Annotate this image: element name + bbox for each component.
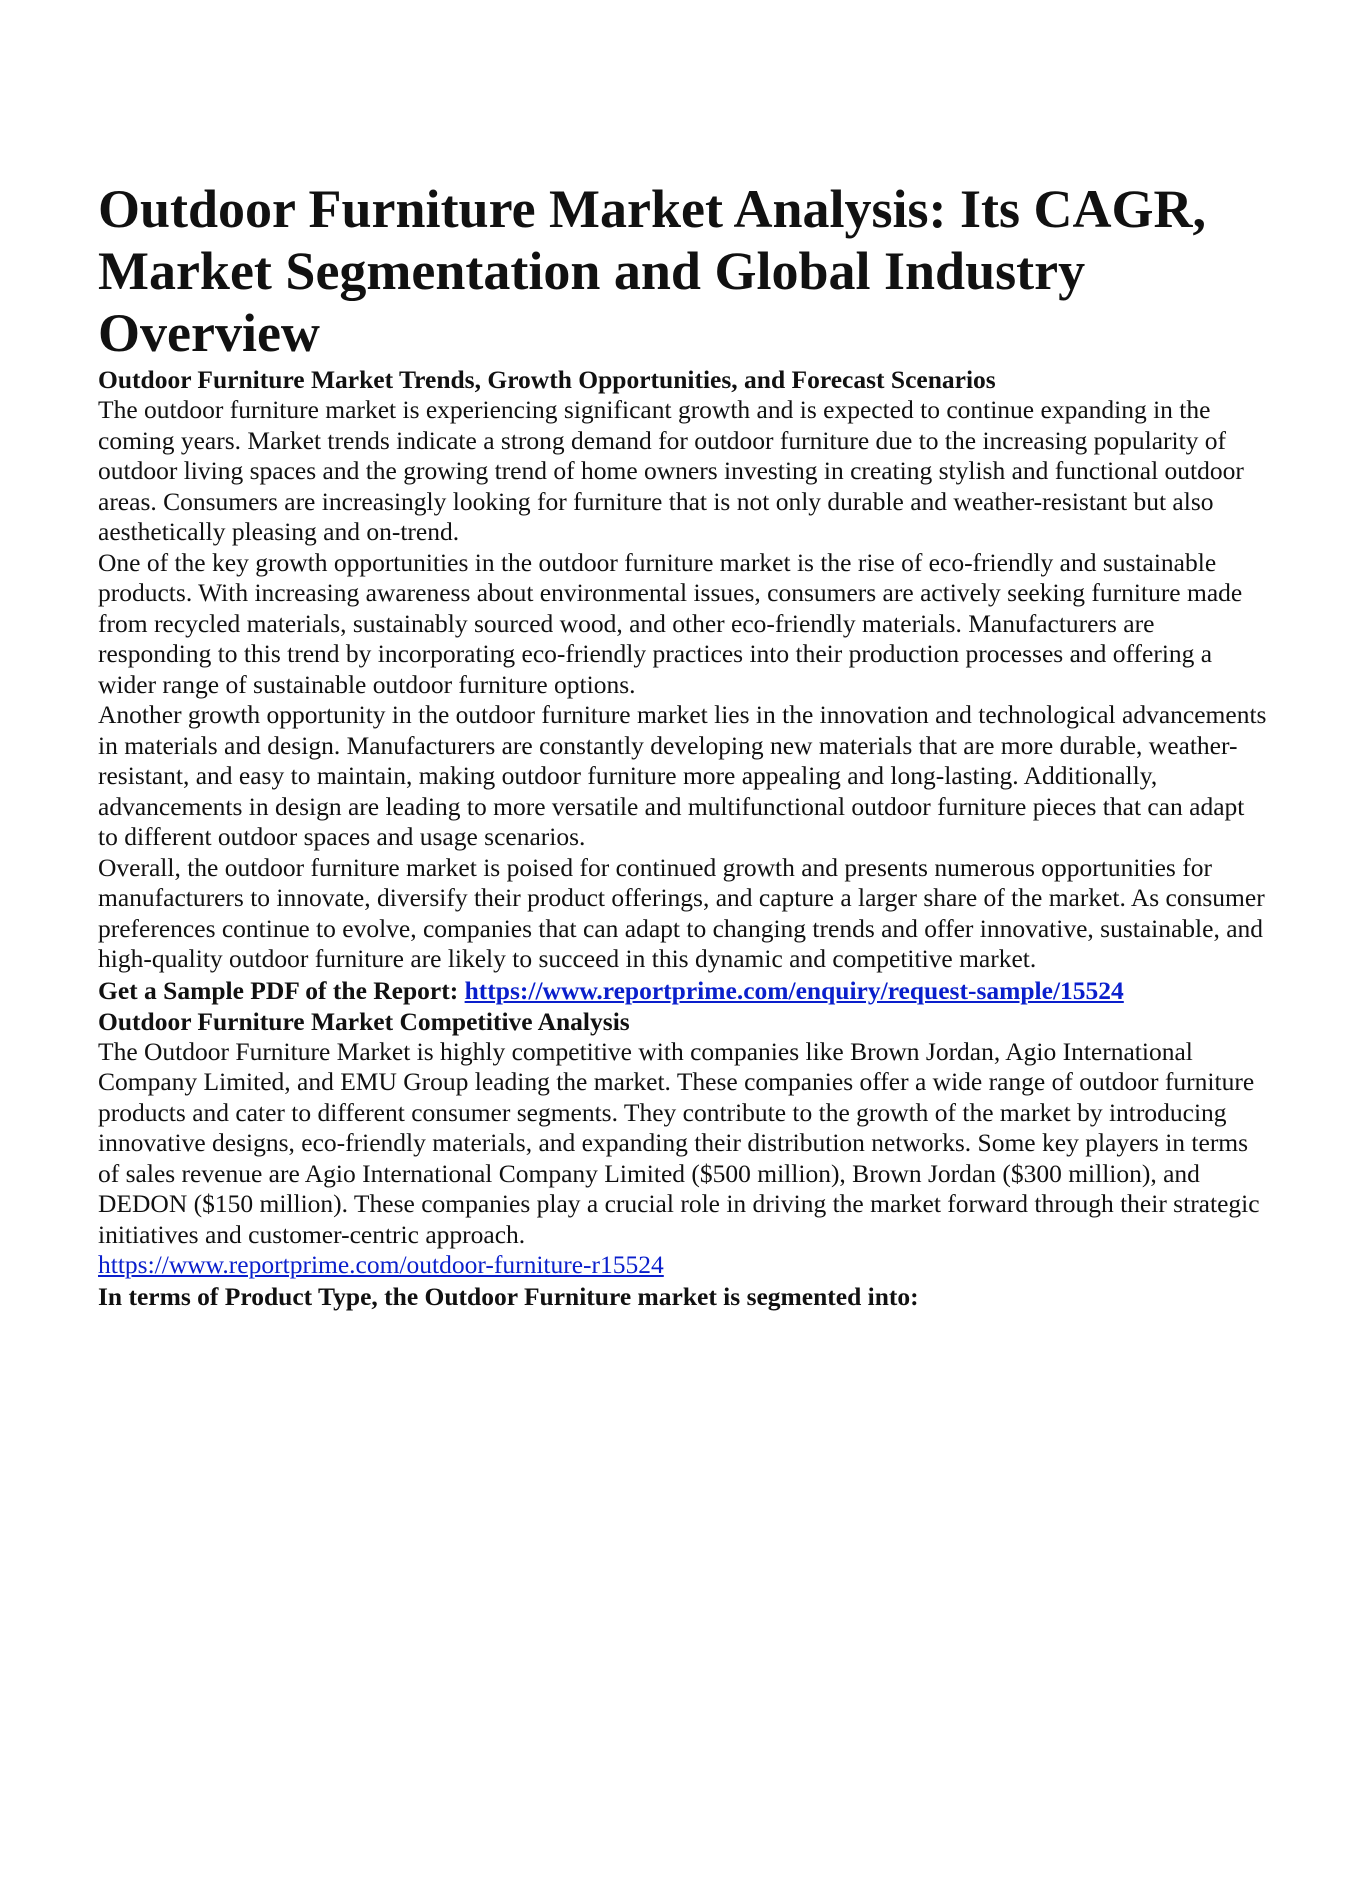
sample-pdf-link[interactable]: https://www.reportprime.com/enquiry/request-sample/15524: [464, 975, 1124, 1005]
document-body: [98, 178, 1268, 1312]
paragraph-overall: Overall, the outdoor furniture market is poised for continued growth and presents numerous opportunities for manufacturers to innovate, diversify their product offerings, and capture a larger share of the market. As consumer preferences continue to evolve, companies that can adapt to changing trends and offer innovative, sustainable, and high-quality outdoor furniture are likely to succeed in this dynamic and competitive market.: [98, 852, 1265, 973]
page-title: Outdoor Furniture Market Analysis: Its CAGR, Market Segmentation and Global Industry Overview: [98, 179, 1207, 363]
competitive-heading: Outdoor Furniture Market Competitive Analysis: [98, 1006, 630, 1036]
report-link[interactable]: https://www.reportprime.com/outdoor-furniture-r15524: [98, 1250, 664, 1279]
report-link-line: [98, 1250, 1268, 1281]
paragraph-eco-friendly: One of the key growth opportunities in the outdoor furniture market is the rise of eco-friendly and sustainable products. With increasing awareness about environmental issues, consumers are actively seeking furniture made from recycled materials, sustainably sourced wood, and other eco-friendly materials. Manufacturers are responding to this trend by incorporating eco-friendly practices into their production processes and offering a wider range of sustainable outdoor furniture options.: [98, 547, 1243, 699]
paragraph-competitive: The Outdoor Furniture Market is highly competitive with companies like Brown Jordan, Agio International Company Limited, and EMU Group leading the market. These companies offer a wide range of outdoor furniture products and cater to different consumer segments. They contribute to the growth of the market by introducing innovative designs, eco-friendly materials, and expanding their distribution networks. Some key players in terms of sales revenue are Agio International Company Limited ($500 million), Brown Jordan ($300 million), and DEDON ($150 million). These companies play a crucial role in driving the market forward through their strategic initiatives and customer-centric approach.: [98, 1036, 1260, 1249]
trends-heading: Outdoor Furniture Market Trends, Growth Opportunities, and Forecast Scenarios: [98, 365, 996, 394]
paragraph-innovation: Another growth opportunity in the outdoor furniture market lies in the innovation and technological advancements in materials and design. Manufacturers are constantly developing new materials that are more durable, weather-resistant, and easy to maintain, making outdoor furniture more appealing and long-lasting. Additionally, advancements in design are leading to more versatile and multifunctional outdoor furniture pieces that can adapt to different outdoor spaces and usage scenarios.: [98, 700, 1267, 851]
sample-pdf-label: Get a Sample PDF of the Report:: [98, 975, 465, 1005]
paragraph-market-growth: The outdoor furniture market is experiencing significant growth and is expected to continue expanding in the coming years. Market trends indicate a strong demand for outdoor furniture due to the increasing popularity of outdoor living spaces and the growing trend of home owners investing in creating stylish and functional outdoor areas. Consumers are increasingly looking for furniture that is not only durable and weather-resistant but also aesthetically pleasing and on-trend.: [98, 395, 1244, 546]
sample-pdf-line: [98, 975, 1268, 1006]
segmentation-heading: In terms of Product Type, the Outdoor Furniture market is segmented into:: [98, 1281, 919, 1311]
